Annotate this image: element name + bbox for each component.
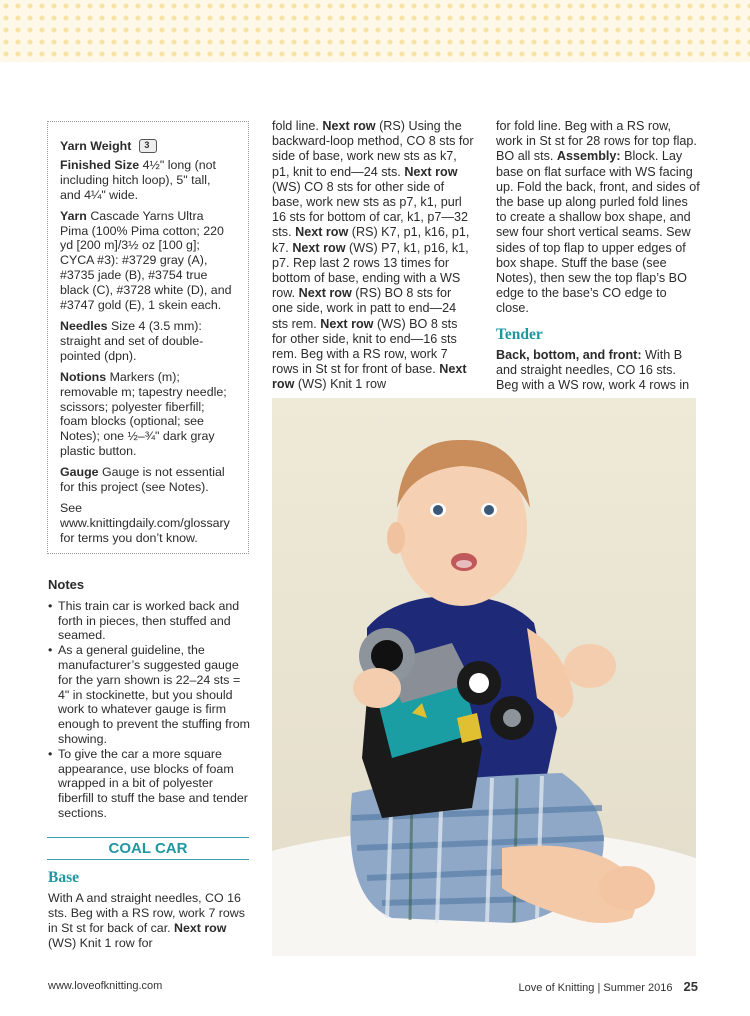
materials-sidebar: [47, 121, 249, 554]
yarn-weight-row: [60, 139, 234, 154]
tender-text: Back, bottom, and front: With B and straight needles, CO 16 sts. Beg with a WS row, work 4 rows in: [496, 347, 690, 393]
tender-heading: Tender: [496, 325, 543, 343]
page-number: 25: [683, 979, 698, 994]
instructions-column-2: [272, 119, 475, 393]
notes-title: Notes: [48, 577, 85, 592]
baby-eye: [484, 505, 494, 515]
glossary-note: See www.knittingdaily.com/glossary for terms you don’t know.: [60, 500, 230, 545]
assembly-text: for fold line. Beg with a RS row, work in St st for 28 rows for top flap. BO all sts. Assembly: Block. Lay base on flat surface with WS facing up. Fold the back, front, and sides of the base up along purled fold lines to create a shallow box shape, and sew four short vertical seams. Sew sides of top flap to upper edges of box shape. Stuff the base (see Notes), then sew the top flap’s BO edge to the base’s CO edge to close.: [496, 119, 700, 316]
column-2-text: fold line. Next row (RS) Using the backward-loop method, CO 8 sts for side of base, work new sts as k7, p1, knit to end—24 sts. Next row (WS) CO 8 sts for other side of base, work new sts as p7, k1, purl 16 sts for bottom of car, k1, p7—32 sts. Next row (RS) K7, p1, k16, p1, k7. Next row (WS) P7, k1, p16, k1, p7. Rep last 2 rows 13 times for bottom of base, ending with a WS row. Next row (RS) BO 8 sts for one side, work in patt to end—24 sts rem. Next row (WS) BO 8 sts for other side, knit to end—16 sts rem. Beg with a RS row, work 7 rows in St st for front of base. Next row (WS) Knit 1 row: [272, 119, 474, 392]
yarn-spec: Yarn Cascade Yarns Ultra Pima (100% Pima cotton; 220 yd [200 m]/3½ oz [100 g]; CYCA #3): #3729 gray (A), #3735 jade (B), #3754 true black (C), #3728 white (D), and #3747 gold (E), 1 skein each.: [60, 208, 232, 313]
baby-with-toy-photo: [272, 398, 696, 956]
notes-section: [48, 578, 251, 821]
gauge-spec: Gauge Gauge is not essential for this project (see Notes).: [60, 465, 225, 495]
notes-item: • To give the car a more square appearance, use blocks of foam wrapped in a bit of polyester fiberfill to stuff the base and tender sections.: [48, 747, 251, 821]
baby-foot: [599, 866, 655, 910]
base-heading: Base: [48, 869, 79, 886]
finished-size: Finished Size 4½" long (not including hitch loop), 5" tall, and 4¼" wide.: [60, 157, 216, 202]
notes-list: [48, 599, 251, 821]
issue-label: | Summer 2016: [597, 982, 673, 994]
polka-dot-header-band: [0, 0, 750, 62]
yarn-weight-3-icon: 3: [139, 139, 157, 153]
notes-item: • This train car is worked back and forth in pieces, then stuffed and seamed.: [48, 599, 251, 643]
notes-item: • As a general guideline, the manufacturer’s suggested gauge for the yarn shown is 22–24 sts = 4" in stockinette, but you should work to whatever gauge is firm enough to prevent the stuffing from showing.: [48, 643, 251, 747]
instructions-column-3: [496, 119, 701, 393]
footer-folio: [519, 979, 698, 994]
magazine-name: Love of Knitting: [518, 982, 595, 994]
baby-eye: [433, 505, 443, 515]
base-instructions: With A and straight needles, CO 16 sts. Beg with a RS row, work 7 rows in St st for back of car. Next row (WS) Knit 1 row for: [48, 891, 245, 950]
baby-ear: [387, 522, 405, 554]
yarn-weight-label: Yarn Weight: [60, 139, 132, 153]
notions-spec: Notions Markers (m); removable m; tapestry needle; scissors; polyester fiberfill; foam blocks (optional; see Notes); one ½–¾" dark gray plastic button.: [60, 369, 227, 459]
baby-left-hand: [353, 668, 401, 708]
footer-website: www.loveofknitting.com: [48, 980, 163, 992]
baby-right-hand: [564, 644, 616, 688]
coal-car-banner: COAL CAR: [47, 837, 249, 860]
photo-illustration: [272, 398, 696, 956]
needles-spec: Needles Size 4 (3.5 mm): straight and set of double-pointed (dpn).: [60, 318, 204, 363]
